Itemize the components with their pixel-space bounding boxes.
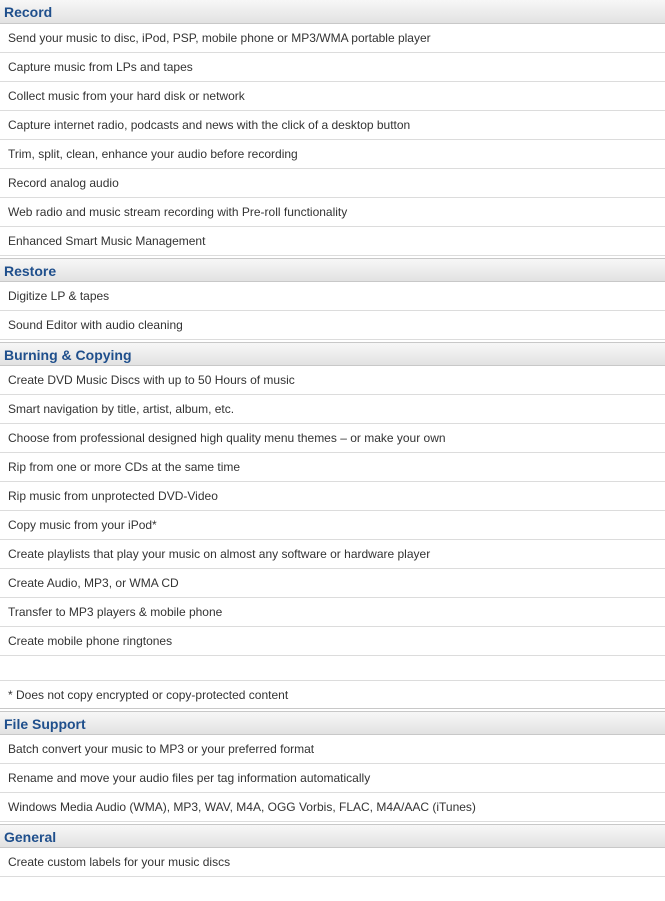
feature-row: Choose from professional designed high quality menu themes – or make your own [0,424,665,453]
feature-row: Create Audio, MP3, or WMA CD [0,569,665,598]
section-header-burning-copying: Burning & Copying [0,342,665,366]
feature-row: Create custom labels for your music discs [0,848,665,877]
section-header-restore: Restore [0,258,665,282]
section-header-general: General [0,824,665,848]
feature-row: Collect music from your hard disk or network [0,82,665,111]
feature-row: Smart navigation by title, artist, album, etc. [0,395,665,424]
feature-row: Trim, split, clean, enhance your audio before recording [0,140,665,169]
feature-row: Capture music from LPs and tapes [0,53,665,82]
feature-row: Transfer to MP3 players & mobile phone [0,598,665,627]
feature-row: Rip from one or more CDs at the same time [0,453,665,482]
feature-row: Windows Media Audio (WMA), MP3, WAV, M4A, OGG Vorbis, FLAC, M4A/AAC (iTunes) [0,793,665,822]
blank-row [0,656,665,681]
feature-row: Send your music to disc, iPod, PSP, mobile phone or MP3/WMA portable player [0,24,665,53]
feature-row: Web radio and music stream recording with Pre-roll functionality [0,198,665,227]
section-header-file-support: File Support [0,711,665,735]
footnote: * Does not copy encrypted or copy-protected content [0,681,665,709]
feature-row: Create DVD Music Discs with up to 50 Hours of music [0,366,665,395]
feature-row: Sound Editor with audio cleaning [0,311,665,340]
feature-row: Create mobile phone ringtones [0,627,665,656]
feature-row: Enhanced Smart Music Management [0,227,665,256]
feature-row: Capture internet radio, podcasts and news with the click of a desktop button [0,111,665,140]
section-header-record: Record [0,0,665,24]
feature-row: Record analog audio [0,169,665,198]
feature-row: Create playlists that play your music on almost any software or hardware player [0,540,665,569]
feature-row: Digitize LP & tapes [0,282,665,311]
feature-row: Rename and move your audio files per tag information automatically [0,764,665,793]
feature-row: Batch convert your music to MP3 or your preferred format [0,735,665,764]
feature-row: Rip music from unprotected DVD-Video [0,482,665,511]
feature-row: Copy music from your iPod* [0,511,665,540]
